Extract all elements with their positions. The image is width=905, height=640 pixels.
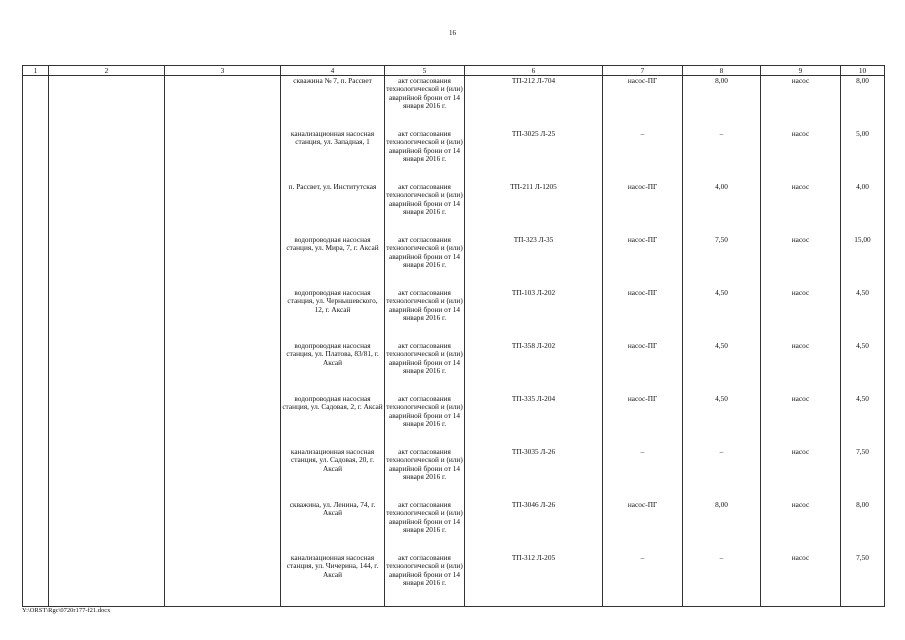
cell-power: 4,50 xyxy=(683,288,761,341)
column-header: 6 xyxy=(465,66,603,76)
cell-object: скважина, ул. Ленина, 74, г. Аксай xyxy=(281,500,385,553)
column-header: 7 xyxy=(603,66,683,76)
cell-consumer: насос xyxy=(761,553,841,607)
cell-feeder: ТП-323 Л-35 xyxy=(465,235,603,288)
page-number: 16 xyxy=(449,29,456,37)
cell-col-2 xyxy=(49,76,165,130)
column-header: 4 xyxy=(281,66,385,76)
cell-agreement: акт согласования технологической и (или) аварийной брони от 14 января 2016 г. xyxy=(385,447,465,500)
column-header: 3 xyxy=(165,66,281,76)
cell-total: 8,00 xyxy=(841,500,885,553)
cell-object: скважина № 7, п. Рассвет xyxy=(281,76,385,130)
cell-object: канализационная насосная станция, ул. Западная, 1 xyxy=(281,129,385,182)
cell-col-3 xyxy=(165,447,281,500)
cell-consumer: насос xyxy=(761,394,841,447)
cell-total: 7,50 xyxy=(841,553,885,607)
cell-col-3 xyxy=(165,129,281,182)
cell-power: – xyxy=(683,553,761,607)
table-row xyxy=(23,182,885,235)
cell-col-3 xyxy=(165,341,281,394)
cell-object: водопроводная насосная станция, ул. Садовая, 2, г. Аксай xyxy=(281,394,385,447)
cell-pump-type: насос-ПГ xyxy=(603,341,683,394)
cell-agreement: акт согласования технологической и (или) аварийной брони от 14 января 2016 г. xyxy=(385,182,465,235)
cell-agreement: акт согласования технологической и (или) аварийной брони от 14 января 2016 г. xyxy=(385,500,465,553)
cell-col-1 xyxy=(23,394,49,447)
cell-col-1 xyxy=(23,235,49,288)
cell-agreement: акт согласования технологической и (или) аварийной брони от 14 января 2016 г. xyxy=(385,129,465,182)
cell-power: 8,00 xyxy=(683,500,761,553)
cell-col-2 xyxy=(49,447,165,500)
cell-consumer: насос xyxy=(761,235,841,288)
cell-col-1 xyxy=(23,447,49,500)
cell-consumer: насос xyxy=(761,500,841,553)
cell-pump-type: насос-ПГ xyxy=(603,500,683,553)
cell-col-1 xyxy=(23,76,49,130)
cell-col-1 xyxy=(23,182,49,235)
table-row xyxy=(23,129,885,182)
cell-total: 4,50 xyxy=(841,394,885,447)
cell-col-3 xyxy=(165,235,281,288)
cell-col-1 xyxy=(23,341,49,394)
cell-power: 4,50 xyxy=(683,341,761,394)
cell-consumer: насос xyxy=(761,76,841,130)
cell-pump-type: – xyxy=(603,553,683,607)
cell-consumer: насос xyxy=(761,182,841,235)
cell-agreement: акт согласования технологической и (или) аварийной брони от 14 января 2016 г. xyxy=(385,394,465,447)
cell-col-2 xyxy=(49,235,165,288)
cell-feeder: ТП-3046 Л-26 xyxy=(465,500,603,553)
cell-col-2 xyxy=(49,394,165,447)
cell-pump-type: насос-ПГ xyxy=(603,394,683,447)
cell-col-1 xyxy=(23,500,49,553)
cell-total: 4,50 xyxy=(841,341,885,394)
cell-feeder: ТП-358 Л-202 xyxy=(465,341,603,394)
cell-agreement: акт согласования технологической и (или) аварийной брони от 14 января 2016 г. xyxy=(385,341,465,394)
cell-object: канализационная насосная станция, ул. Чичерина, 144, г. Аксай xyxy=(281,553,385,607)
table-row xyxy=(23,76,885,130)
cell-total: 5,00 xyxy=(841,129,885,182)
cell-object: водопроводная насосная станция, ул. Мира, 7, г. Аксай xyxy=(281,235,385,288)
cell-total: 4,00 xyxy=(841,182,885,235)
cell-col-3 xyxy=(165,500,281,553)
cell-agreement: акт согласования технологической и (или) аварийной брони от 14 января 2016 г. xyxy=(385,235,465,288)
cell-object: водопроводная насосная станция, ул. Чернышевского, 12, г. Аксай xyxy=(281,288,385,341)
cell-col-1 xyxy=(23,553,49,607)
cell-col-3 xyxy=(165,553,281,607)
cell-feeder: ТП-211 Л-1205 xyxy=(465,182,603,235)
cell-col-3 xyxy=(165,76,281,130)
cell-consumer: насос xyxy=(761,288,841,341)
cell-pump-type: – xyxy=(603,129,683,182)
table-row xyxy=(23,500,885,553)
table-header-row xyxy=(23,66,885,76)
cell-object: водопроводная насосная станция, ул. Платова, 83/81, г. Аксай xyxy=(281,341,385,394)
cell-power: 4,50 xyxy=(683,394,761,447)
cell-col-2 xyxy=(49,288,165,341)
column-header: 5 xyxy=(385,66,465,76)
cell-total: 7,50 xyxy=(841,447,885,500)
cell-power: – xyxy=(683,129,761,182)
cell-total: 4,50 xyxy=(841,288,885,341)
table-row xyxy=(23,341,885,394)
table-row xyxy=(23,553,885,607)
cell-feeder: ТП-3035 Л-26 xyxy=(465,447,603,500)
cell-feeder: ТП-212 Л-704 xyxy=(465,76,603,130)
cell-col-2 xyxy=(49,182,165,235)
cell-power: 7,50 xyxy=(683,235,761,288)
cell-agreement: акт согласования технологической и (или) аварийной брони от 14 января 2016 г. xyxy=(385,553,465,607)
cell-col-1 xyxy=(23,129,49,182)
cell-col-2 xyxy=(49,500,165,553)
cell-col-3 xyxy=(165,288,281,341)
cell-power: 8,00 xyxy=(683,76,761,130)
cell-total: 8,00 xyxy=(841,76,885,130)
footer-file-path: Y:\ORST\Rgc\0720r177-f21.docx xyxy=(22,607,111,614)
cell-col-3 xyxy=(165,182,281,235)
cell-consumer: насос xyxy=(761,447,841,500)
cell-pump-type: насос-ПГ xyxy=(603,76,683,130)
cell-col-3 xyxy=(165,394,281,447)
cell-feeder: ТП-335 Л-204 xyxy=(465,394,603,447)
cell-object: канализационная насосная станция, ул. Садовая, 20, г. Аксай xyxy=(281,447,385,500)
cell-col-2 xyxy=(49,129,165,182)
cell-object: п. Рассвет, ул. Институтская xyxy=(281,182,385,235)
document-table xyxy=(22,65,885,607)
cell-pump-type: насос-ПГ xyxy=(603,182,683,235)
cell-feeder: ТП-3025 Л-25 xyxy=(465,129,603,182)
cell-feeder: ТП-103 Л-202 xyxy=(465,288,603,341)
column-header: 10 xyxy=(841,66,885,76)
column-header: 2 xyxy=(49,66,165,76)
cell-feeder: ТП-312 Л-205 xyxy=(465,553,603,607)
cell-agreement: акт согласования технологической и (или) аварийной брони от 14 января 2016 г. xyxy=(385,76,465,130)
cell-total: 15,00 xyxy=(841,235,885,288)
cell-power: – xyxy=(683,447,761,500)
cell-pump-type: насос-ПГ xyxy=(603,235,683,288)
cell-col-2 xyxy=(49,553,165,607)
cell-power: 4,00 xyxy=(683,182,761,235)
column-header: 8 xyxy=(683,66,761,76)
cell-pump-type: насос-ПГ xyxy=(603,288,683,341)
table-body xyxy=(23,76,885,607)
cell-agreement: акт согласования технологической и (или) аварийной брони от 14 января 2016 г. xyxy=(385,288,465,341)
cell-col-1 xyxy=(23,288,49,341)
cell-consumer: насос xyxy=(761,341,841,394)
table-row xyxy=(23,394,885,447)
table-row xyxy=(23,235,885,288)
column-header: 1 xyxy=(23,66,49,76)
cell-pump-type: – xyxy=(603,447,683,500)
cell-consumer: насос xyxy=(761,129,841,182)
table-row xyxy=(23,447,885,500)
cell-col-2 xyxy=(49,341,165,394)
column-header: 9 xyxy=(761,66,841,76)
table-row xyxy=(23,288,885,341)
